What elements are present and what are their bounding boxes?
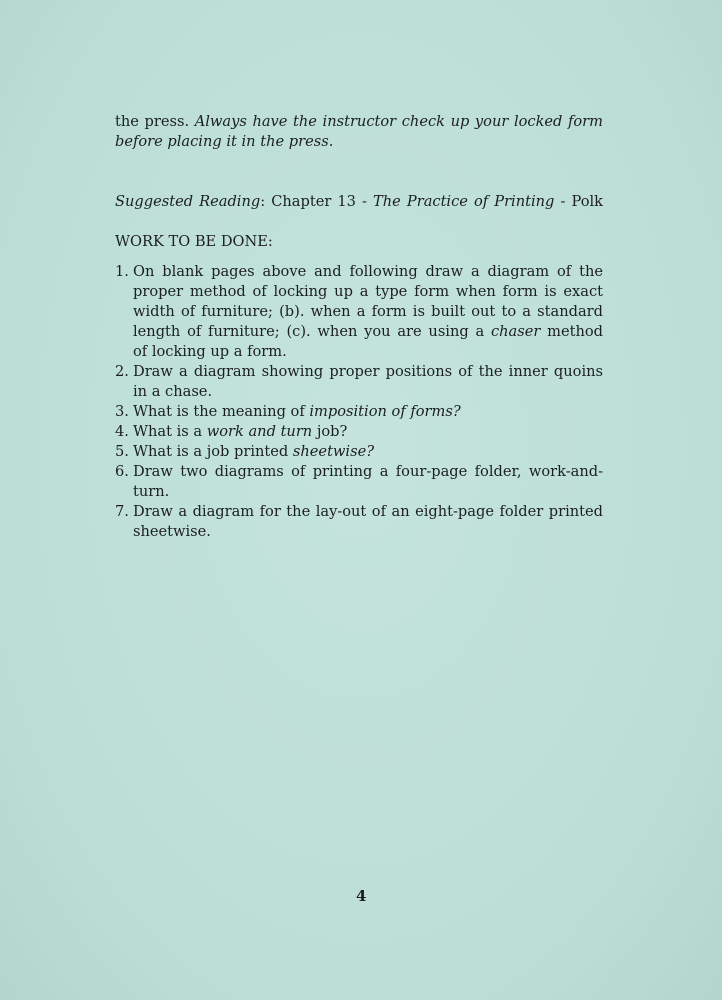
intro-line <box>115 132 603 152</box>
italic-text: Suggested Reading <box>115 193 261 210</box>
list-item-line <box>133 442 603 462</box>
list-item-number: 4. <box>115 423 129 440</box>
section-heading: WORK TO BE DONE: <box>115 233 273 250</box>
italic-text: before placing it in the press. <box>115 133 334 150</box>
intro-line <box>115 112 603 132</box>
suggested-reading <box>115 192 603 212</box>
text-run: method <box>540 323 603 340</box>
list-item-line <box>133 382 603 402</box>
text-run: : Chapter 13 - <box>260 193 374 210</box>
text-run: turn. <box>133 483 170 500</box>
text-run: job? <box>312 423 348 440</box>
text-run: Draw a diagram showing proper positions of the inner quoins <box>133 363 603 380</box>
list-item-line <box>133 462 603 482</box>
page-number: 4 <box>356 887 367 905</box>
text-run: proper method of locking up a type form when form is exact <box>133 283 603 300</box>
list-item-line <box>133 482 603 502</box>
text-run: length of furniture; (c). when you are using a <box>133 323 491 340</box>
list-item-number: 3. <box>115 403 129 420</box>
text-run: sheetwise. <box>133 523 211 540</box>
italic-text: imposition of forms? <box>309 403 461 420</box>
list-item-number: 5. <box>115 443 129 460</box>
text-run: Draw two diagrams of printing a four-page folder, work-and- <box>133 463 603 480</box>
text-run: What is the meaning of <box>133 403 310 420</box>
list-item-line <box>133 522 603 542</box>
text-run: What is a job printed <box>133 443 293 460</box>
list-item-number: 7. <box>115 503 129 520</box>
list-item-line <box>133 422 603 442</box>
italic-text: sheetwise? <box>292 443 375 460</box>
text-run: Draw a diagram for the lay-out of an eight-page folder printed <box>133 503 603 520</box>
italic-text: Always have the instructor check up your locked form <box>194 113 603 130</box>
list-item-line <box>133 282 603 302</box>
text-run: in a chase. <box>133 383 213 400</box>
text-run: width of furniture; (b). when a form is built out to a standard <box>133 303 603 320</box>
text-run: the press. <box>115 113 195 130</box>
list-item-line <box>133 502 603 522</box>
list-item-line <box>133 322 603 342</box>
italic-text: The Practice of Printing <box>373 193 555 210</box>
list-item-line <box>133 262 603 282</box>
list-item-line <box>133 342 603 362</box>
italic-text: work and turn <box>206 423 313 440</box>
list-item-line <box>133 302 603 322</box>
text-run: On blank pages above and following draw a diagram of the <box>133 263 603 280</box>
list-item-line <box>133 402 603 422</box>
list-item-line <box>133 362 603 382</box>
text-run: - Polk <box>554 193 603 210</box>
list-item-number: 2. <box>115 363 129 380</box>
list-item-number: 6. <box>115 463 129 480</box>
text-run: What is a <box>133 423 207 440</box>
italic-text: chaser <box>490 323 541 340</box>
text-run: of locking up a form. <box>133 343 287 360</box>
list-item-number: 1. <box>115 263 129 280</box>
